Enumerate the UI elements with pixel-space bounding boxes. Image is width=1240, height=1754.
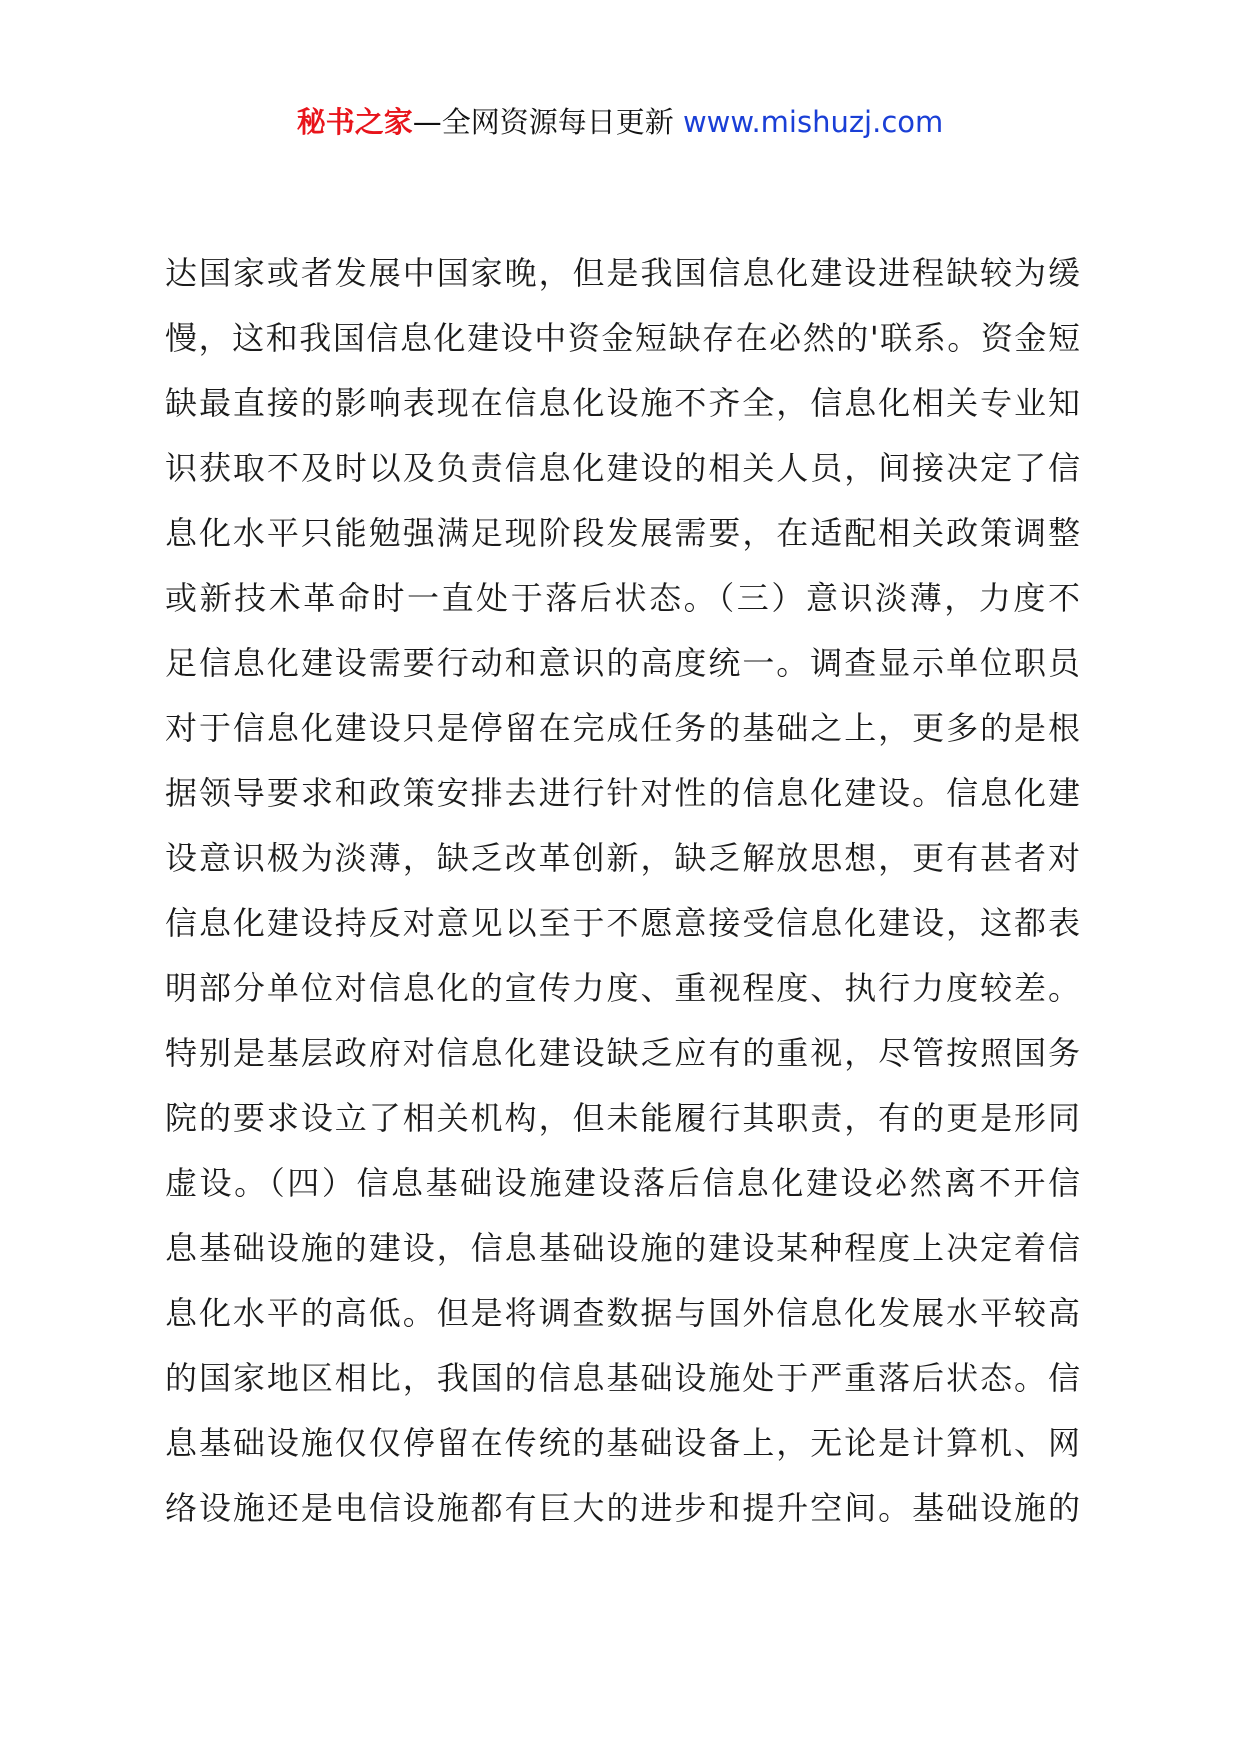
site-header xyxy=(0,100,1240,144)
text-line: 达国家或者发展中国家晚，但是我国信息化建设进程缺较为缓 xyxy=(165,254,1080,292)
text-line: 缺最直接的影响表现在信息化设施不齐全，信息化相关专业知 xyxy=(165,384,1080,422)
text-line: 的国家地区相比，我国的信息基础设施处于严重落后状态。信 xyxy=(165,1359,1080,1397)
text-line: 慢，这和我国信息化建设中资金短缺存在必然的'联系。资金短 xyxy=(165,319,1080,357)
text-line: 虚设。（四）信息基础设施建设落后信息化建设必然离不开信 xyxy=(165,1164,1080,1202)
text-line: 特别是基层政府对信息化建设缺乏应有的重视，尽管按照国务 xyxy=(165,1034,1080,1072)
text-line: 络设施还是电信设施都有巨大的进步和提升空间。基础设施的 xyxy=(165,1489,1080,1527)
text-line: 对于信息化建设只是停留在完成任务的基础之上，更多的是根 xyxy=(165,709,1080,747)
text-line: 据领导要求和政策安排去进行针对性的信息化建设。信息化建 xyxy=(165,774,1080,812)
site-url[interactable]: www.mishuzj.com xyxy=(682,105,944,139)
text-line: 明部分单位对信息化的宣传力度、重视程度、执行力度较差。 xyxy=(165,969,1080,1007)
text-line: 息基础设施的建设，信息基础设施的建设某种程度上决定着信 xyxy=(165,1229,1080,1267)
text-line: 息基础设施仅仅停留在传统的基础设备上，无论是计算机、网 xyxy=(165,1424,1080,1462)
text-line: 院的要求设立了相关机构，但未能履行其职责，有的更是形同 xyxy=(165,1099,1080,1137)
site-brand: 秘书之家 xyxy=(296,105,413,139)
text-line: 息化水平只能勉强满足现阶段发展需要，在适配相关政策调整 xyxy=(165,514,1080,552)
document-body xyxy=(165,241,1080,1541)
text-line: 息化水平的高低。但是将调查数据与国外信息化发展水平较高 xyxy=(165,1294,1080,1332)
text-line: 识获取不及时以及负责信息化建设的相关人员，间接决定了信 xyxy=(165,449,1080,487)
text-line: 或新技术革命时一直处于落后状态。（三）意识淡薄，力度不 xyxy=(165,579,1080,617)
site-tagline: —全网资源每日更新 xyxy=(412,105,674,139)
text-line: 设意识极为淡薄，缺乏改革创新，缺乏解放思想，更有甚者对 xyxy=(165,839,1080,877)
text-line: 信息化建设持反对意见以至于不愿意接受信息化建设，这都表 xyxy=(165,904,1080,942)
text-line: 足信息化建设需要行动和意识的高度统一。调查显示单位职员 xyxy=(165,644,1080,682)
